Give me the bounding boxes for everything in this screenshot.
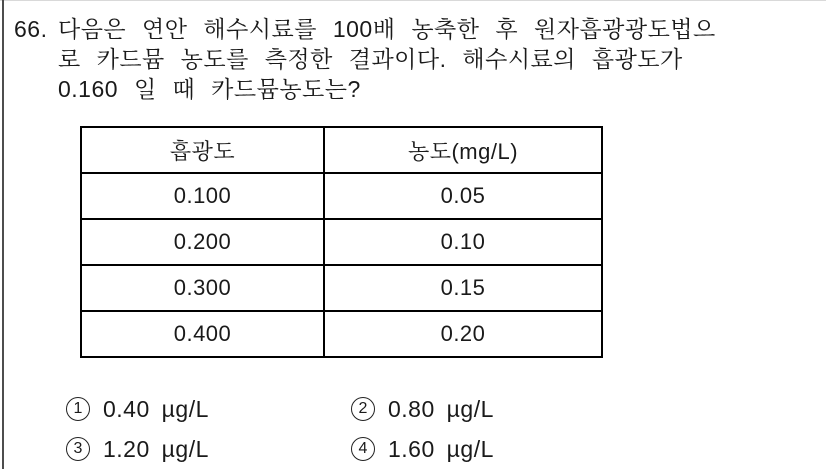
table-header-absorbance: 흡광도 <box>81 127 324 173</box>
option-3-label: 1.20 µg/L <box>103 435 209 462</box>
table-cell-absorbance: 0.300 <box>81 265 324 311</box>
option-2-label: 0.80 µg/L <box>388 395 494 422</box>
table-cell-concentration: 0.10 <box>324 219 602 265</box>
table-row <box>81 265 602 311</box>
answer-option-4[interactable] <box>351 434 494 464</box>
table-header-concentration: 농도(mg/L) <box>324 127 602 173</box>
circled-number-3-icon: 3 <box>66 437 90 461</box>
option-1-label: 0.40 µg/L <box>103 395 209 422</box>
table-header-row <box>81 127 602 173</box>
question-line-1: 다음은 연안 해수시료를 100배 농축한 후 원자흡광광도법으 <box>58 16 716 42</box>
calibration-table <box>80 126 603 358</box>
table-cell-absorbance: 0.200 <box>81 219 324 265</box>
table-cell-concentration: 0.20 <box>324 311 602 357</box>
option-4-label: 1.60 µg/L <box>388 435 494 462</box>
circled-number-4-icon: 4 <box>351 437 375 461</box>
table-row <box>81 173 602 219</box>
table-cell-concentration: 0.05 <box>324 173 602 219</box>
table-cell-concentration: 0.15 <box>324 265 602 311</box>
question-text <box>58 14 814 104</box>
circled-number-2-icon: 2 <box>351 397 375 421</box>
page-top-border <box>0 0 826 1</box>
page-left-border <box>2 0 4 469</box>
answer-option-3[interactable] <box>66 434 209 464</box>
question-number: 66. <box>14 16 48 42</box>
table-cell-absorbance: 0.400 <box>81 311 324 357</box>
circled-number-1-icon: 1 <box>66 397 90 421</box>
table-row <box>81 311 602 357</box>
answer-option-1[interactable] <box>66 394 209 424</box>
question-line-2: 로 카드뮴 농도를 측정한 결과이다. 해수시료의 흡광도가 <box>58 46 683 72</box>
question-block <box>14 14 814 104</box>
answer-option-2[interactable] <box>351 394 494 424</box>
table-cell-absorbance: 0.100 <box>81 173 324 219</box>
table-row <box>81 219 602 265</box>
question-line-3: 0.160 일 때 카드뮴농도는? <box>58 76 361 102</box>
